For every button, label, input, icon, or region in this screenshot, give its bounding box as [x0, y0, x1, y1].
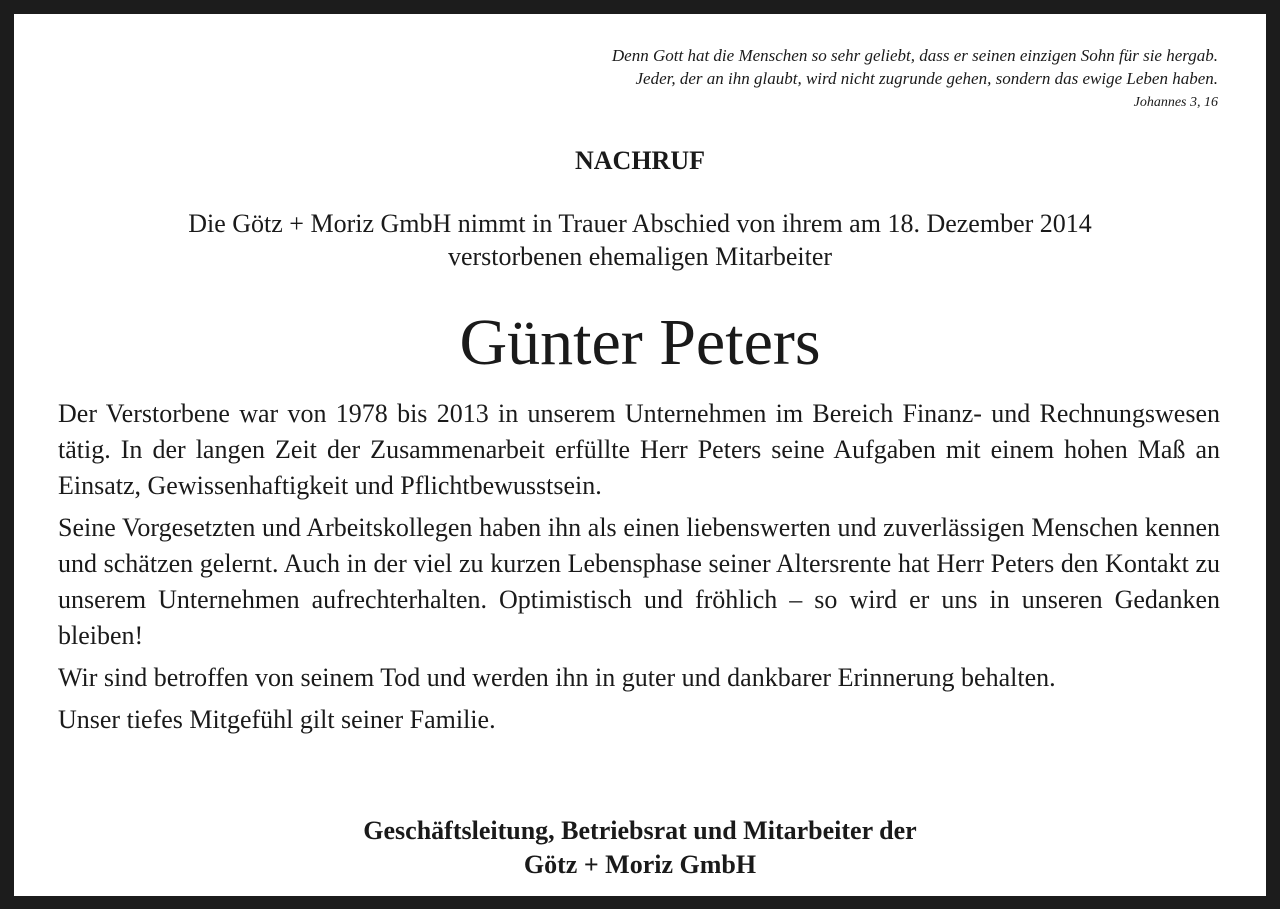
bible-quote-reference: Johannes 3, 16 [1133, 95, 1218, 110]
obituary-body [58, 396, 1220, 744]
signature-block [14, 814, 1266, 882]
body-paragraph-1: Der Verstorbene war von 1978 bis 2013 in unserem Unternehmen im Bereich Finanz- und Rechnungswesen tätig. In der langen Zeit der Zusammenarbeit erfüllte Herr Peters seine Aufgaben mit einem hohen Maß an Einsatz, Gewissenhaftigkeit und Pflichtbewusstsein. [58, 399, 1220, 500]
intro-text [14, 207, 1266, 273]
bible-quote-line-1: Denn Gott hat die Menschen so sehr geliebt, dass er seinen einzigen Sohn für sie hergab. [611, 46, 1218, 65]
signature-line-2: Götz + Moriz GmbH [523, 850, 757, 879]
bible-quote-line-2: Jeder, der an ihn glaubt, wird nicht zugrunde gehen, sondern das ewige Leben haben. [635, 69, 1218, 88]
obituary-notice [14, 14, 1266, 896]
body-paragraph-4: Unser tiefes Mitgefühl gilt seiner Familie. [58, 705, 496, 734]
body-paragraph-3: Wir sind betroffen von seinem Tod und werden ihn in guter und dankbarer Erinnerung behalten. [58, 663, 1056, 692]
notice-heading: NACHRUF [575, 146, 705, 175]
body-paragraph-2: Seine Vorgesetzten und Arbeitskollegen haben ihn als einen liebenswerten und zuverlässigen Menschen kennen und schätzen gelernt. Auch in der viel zu kurzen Lebensphase seiner Altersrente hat Herr Peters den Kontakt zu unserem Unternehmen aufrechterhalten. Optimistisch und fröhlich – so wird er uns in unseren Gedanken bleiben! [58, 513, 1220, 650]
bible-quote [612, 44, 1218, 116]
signature-line-1: Geschäftsleitung, Betriebsrat und Mitarbeiter der [363, 816, 917, 845]
deceased-name: Günter Peters [459, 306, 821, 379]
intro-line-1: Die Götz + Moriz GmbH nimmt in Trauer Abschied von ihrem am 18. Dezember 2014 [188, 209, 1092, 238]
intro-line-2: verstorbenen ehemaligen Mitarbeiter [447, 242, 833, 271]
